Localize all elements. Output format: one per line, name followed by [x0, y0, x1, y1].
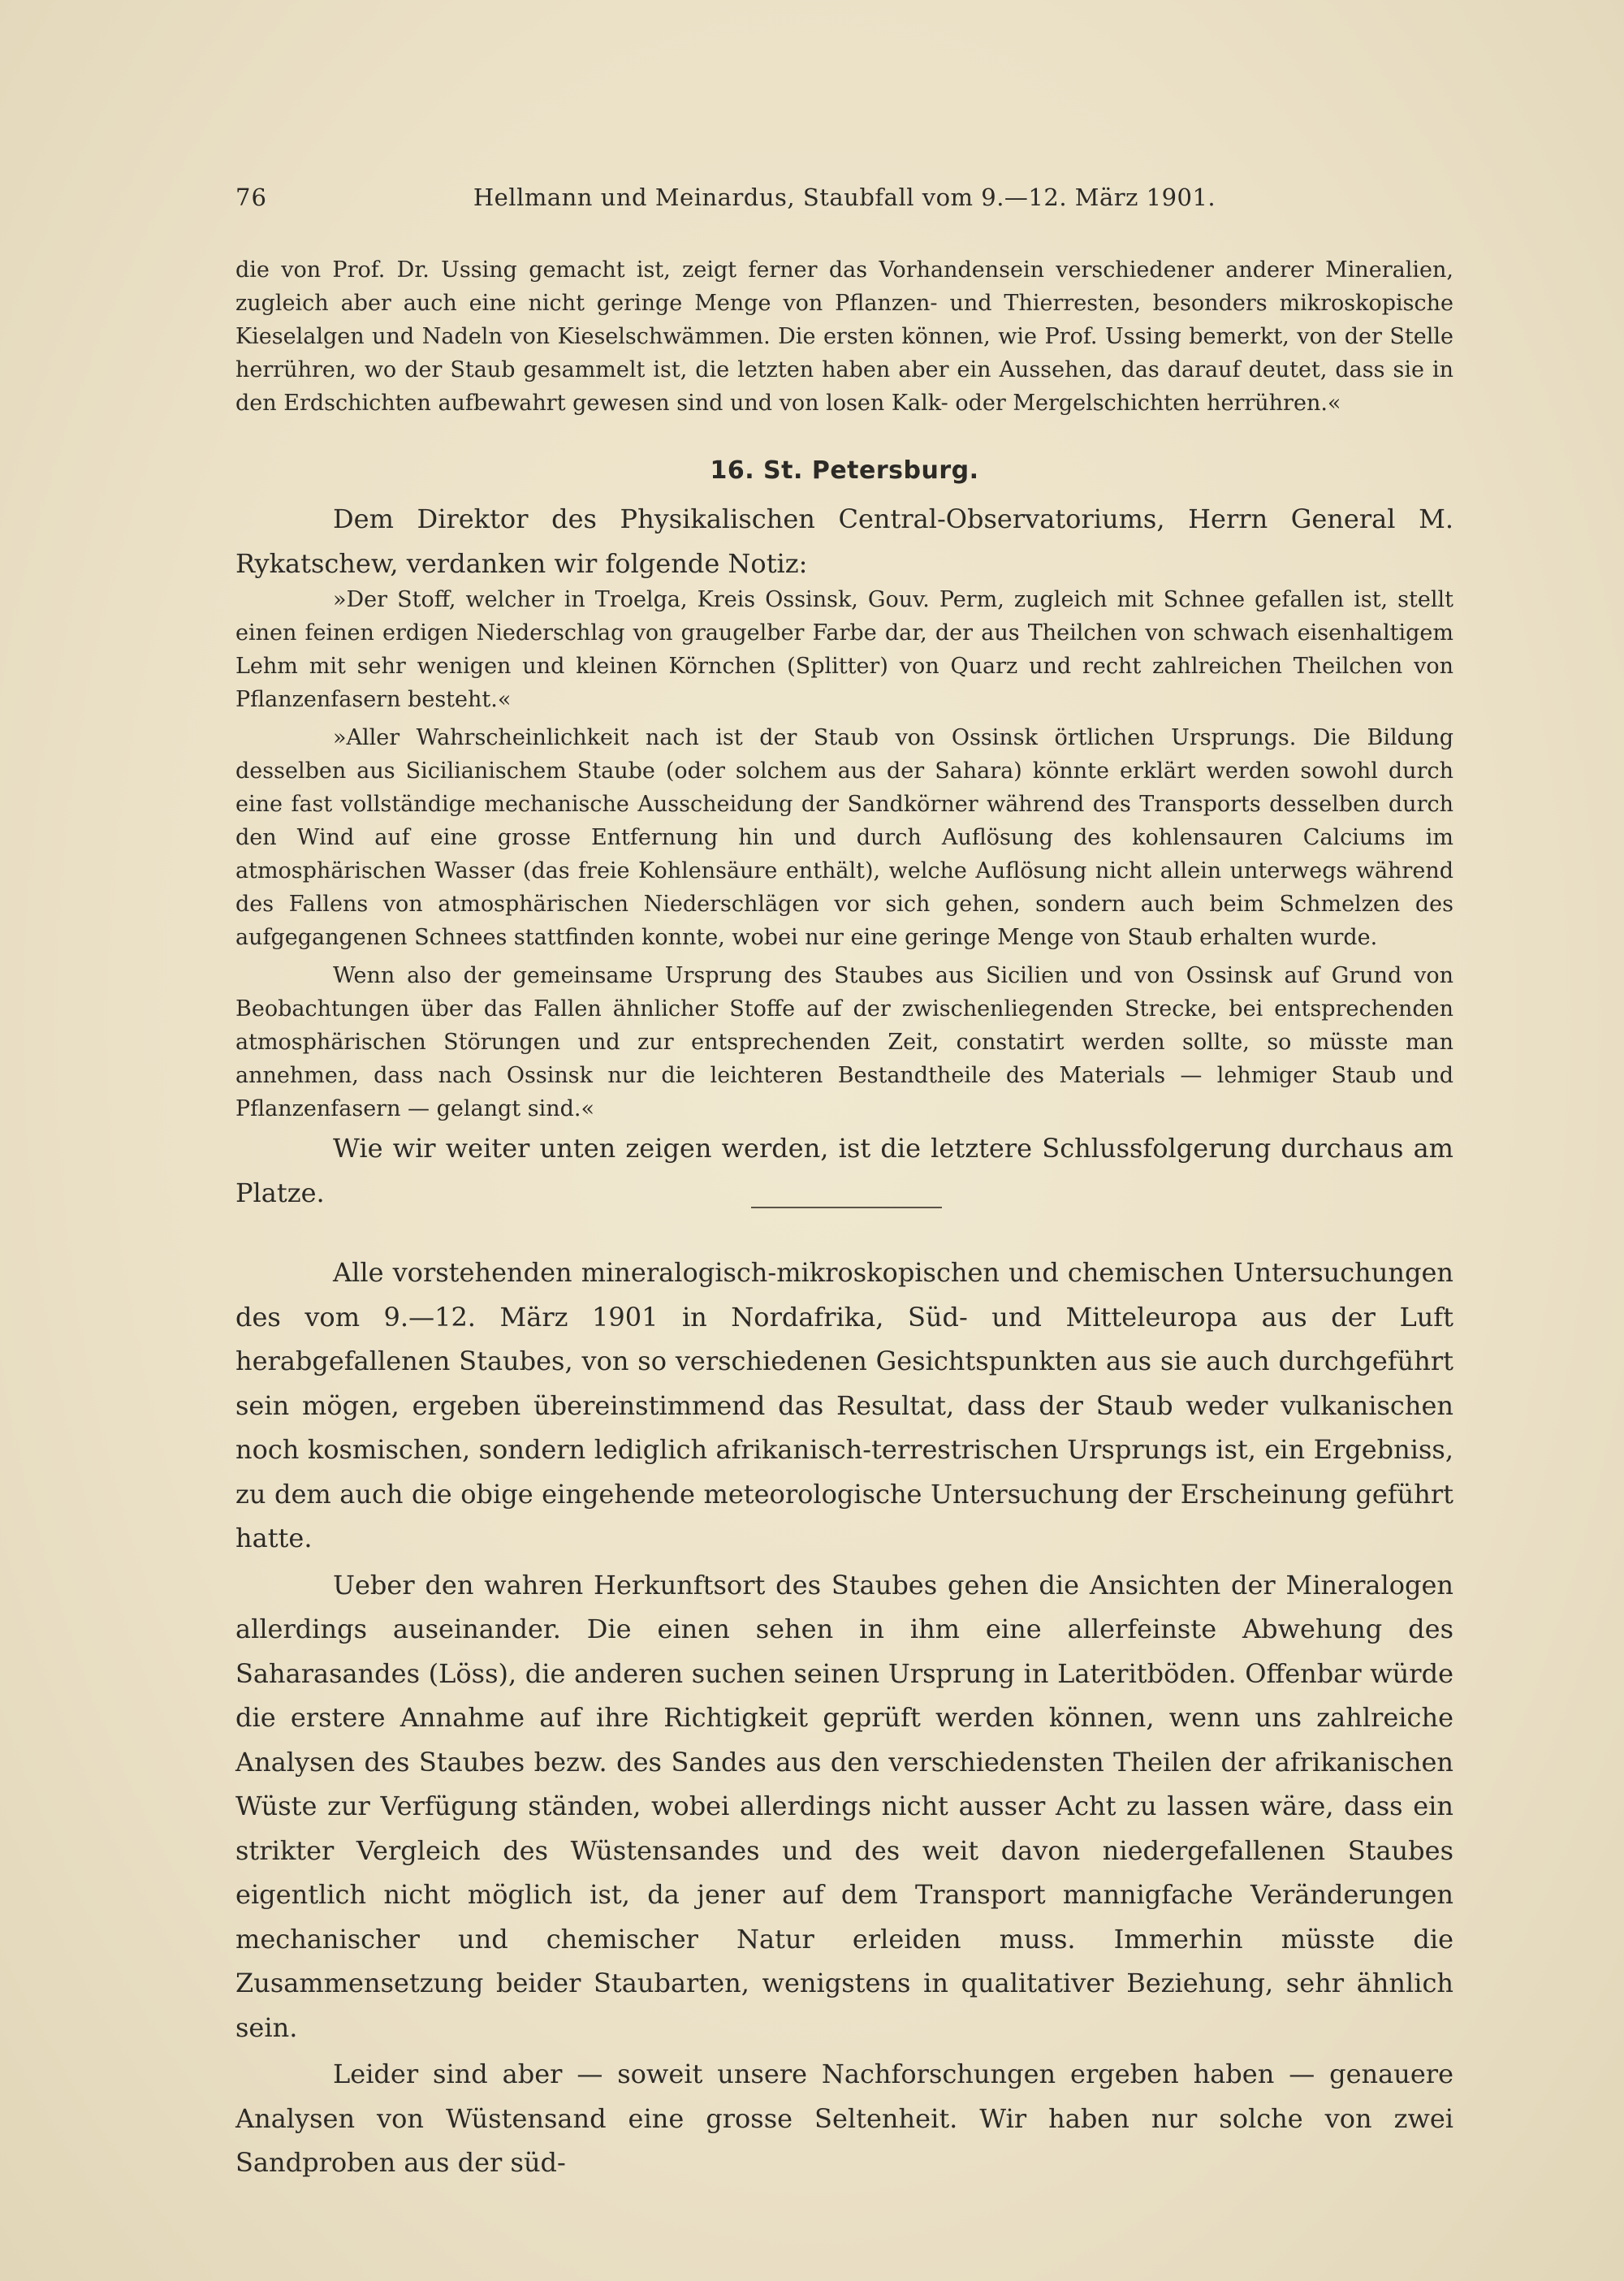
section-conclusion-block	[235, 1126, 1453, 1215]
section-intro-block	[235, 497, 1453, 585]
section-divider	[751, 1207, 942, 1208]
main-paragraph: Ueber den wahren Herkunftsort des Staubes gehen die Ansichten der Mineralogen allerdings auseinander. Die einen sehen in ihm eine allerfeinste Abwehung des Saharasandes (Löss), die anderen suchen seinen Ursprung in Lateritböden. Offenbar würde die erstere Annahme auf ihre Richtigkeit geprüft werden können, wenn uns zahlreiche Analysen des Staubes bezw. des Sandes aus den verschiedensten Theilen der afrikanischen Wüste zur Verfügung ständen, wobei allerdings nicht ausser Acht zu lassen wäre, dass ein strikter Vergleich des Wüstensandes und des weit davon niedergefallenen Staubes eigentlich nicht möglich ist, da jener auf dem Transport mannigfache Veränderungen mechanischer und chemischer Natur erleiden muss. Immerhin müsste die Zusammensetzung beider Staubarten, wenigstens in qualitativer Beziehung, sehr ähnlich sein.	[235, 1569, 1453, 2043]
continuation-paragraph: die von Prof. Dr. Ussing gemacht ist, zeigt ferner das Vorhandensein verschiedener anderer Mineralien, zugleich aber auch eine nicht geringe Menge von Pflanzen- und Thierresten, besonders mikroskopische Kieselalgen und Nadeln von Kieselschwämmen. Die ersten können, wie Prof. Ussing bemerkt, von der Stelle herrühren, wo der Staub gesammelt ist, die letzten haben aber ein Aussehen, das darauf deutet, dass sie in den Erdschichten aufbewahrt gewesen sind und von losen Kalk- oder Mergelschichten herrühren.«	[235, 257, 1453, 416]
page-header	[235, 184, 1453, 219]
continuation-block	[235, 253, 1453, 420]
quote-block	[235, 583, 1453, 1125]
quote-paragraph: Wenn also der gemeinsame Ursprung des Staubes aus Sicilien und von Ossinsk auf Grund von Beobachtungen über das Fallen ähnlicher Stoffe auf der zwischenliegenden Strecke, bei entsprechenden atmosphärischen Störungen und zur entsprechenden Zeit, constatirt werden sollte, so müsste man annehmen, dass nach Ossinsk nur die leichteren Bestandtheile des Materials — lehmiger Staub und Pflanzenfasern — gelangt sind.«	[235, 963, 1453, 1121]
section-heading: 16. St. Petersburg.	[710, 456, 979, 485]
quote-paragraph: »Aller Wahrscheinlichkeit nach ist der Staub von Ossinsk örtlichen Ursprungs. Die Bildung desselben aus Sicilianischem Staube (oder solchem aus der Sahara) könnte erklärt werden sowohl durch eine fast vollständige mechanische Ausscheidung der Sandkörner während des Transports desselben durch den Wind auf eine grosse Entfernung hin und durch Auflösung des kohlensauren Calciums im atmosphärischen Wasser (das freie Kohlensäure enthält), welche Auflösung nicht allein unterwegs während des Fallens von atmosphärischen Niederschlägen vor sich gehen, sondern auch beim Schmelzen des aufgegangenen Schnees stattfinden konnte, wobei nur eine geringe Menge von Staub erhalten wurde.	[235, 725, 1453, 950]
quote-paragraph: »Der Stoff, welcher in Troelga, Kreis Ossinsk, Gouv. Perm, zugleich mit Schnee gefallen ist, stellt einen feinen erdigen Niederschlag von graugelber Farbe dar, der aus Theilchen von schwach eisenhaltigem Lehm mit sehr wenigen und kleinen Körnchen (Splitter) von Quarz und recht zahlreichen Theilchen von Pflanzenfasern besteht.«	[235, 587, 1453, 712]
running-title: Hellmann und Meinardus, Staubfall vom 9.—12. März 1901.	[473, 184, 1216, 211]
main-text-block	[235, 1251, 1453, 2185]
main-paragraph: Alle vorstehenden mineralogisch-mikroskopischen und chemischen Untersuchungen des vom 9.—12. März 1901 in Nordafrika, Süd- und Mitteleuropa aus der Luft herabgefallenen Staubes, von so verschiedenen Gesichtspunkten aus sie auch durchgeführt sein mögen, ergeben übereinstimmend das Resultat, dass der Staub weder vulkanischen noch kosmischen, sondern lediglich afrikanisch-terrestrischen Ursprungs ist, ein Ergebniss, zu dem auch die obige eingehende meteorologische Untersuchung der Erscheinung geführt hatte.	[235, 1257, 1453, 1553]
section-intro: Dem Direktor des Physikalischen Central-Observatoriums, Herrn General M. Rykatschew, verdanken wir folgende Notiz:	[235, 503, 1453, 579]
section-conclusion: Wie wir weiter unten zeigen werden, ist die letztere Schlussfolgerung durchaus am Platze.	[235, 1133, 1453, 1208]
page-number: 76	[235, 184, 267, 211]
main-paragraph: Leider sind aber — soweit unsere Nachforschungen ergeben haben — genauere Analysen von Wüstensand eine grosse Seltenheit. Wir haben nur solche von zwei Sandproben aus der süd-	[235, 2059, 1453, 2178]
